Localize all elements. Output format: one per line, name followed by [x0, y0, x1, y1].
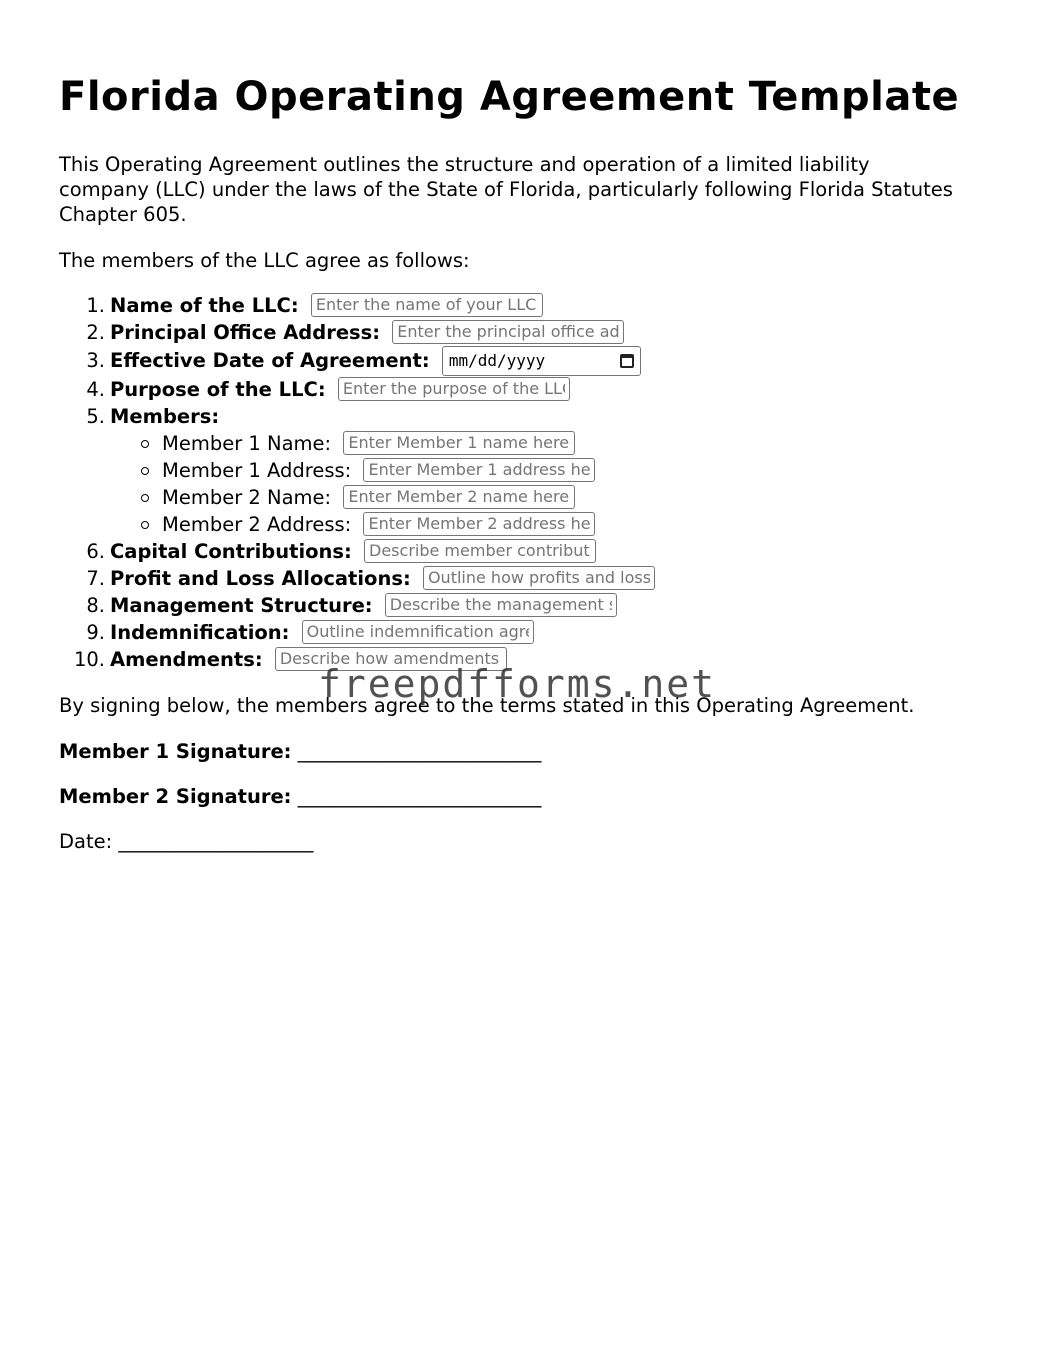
calendar-icon[interactable]: [620, 354, 634, 368]
purpose-input[interactable]: [338, 377, 570, 401]
term-label: Profit and Loss Allocations:: [110, 567, 411, 590]
term-label: Capital Contributions:: [110, 540, 352, 563]
term-item-members: 5. Members: Member 1 Name: Enter Member 1 name here Member 1 Address: Enter Member 1 address here Member 2 Name: Enter Member 2 name here Member 2 Address: Enter Member 2 address here: [59, 403, 655, 538]
management-structure-input[interactable]: [385, 593, 617, 617]
member-item: Member 1 Name: Enter Member 1 name here: [59, 430, 655, 457]
term-label: Name of the LLC:: [110, 294, 299, 317]
date-line: ____________________: [118, 830, 314, 853]
term-item-name: 1. Name of the LLC: Enter the name of your LLC: [59, 292, 655, 319]
date-row: Date: ____________________: [59, 830, 314, 853]
member-item: Member 2 Address: Enter Member 2 address here: [59, 511, 655, 538]
bullet-icon: [141, 440, 149, 448]
term-label: Effective Date of Agreement:: [110, 349, 430, 372]
bullet-icon: [141, 521, 149, 529]
signature-line: _________________________: [297, 785, 542, 808]
date-placeholder: mm/dd/yyyy: [448, 350, 546, 370]
capital-contributions-input[interactable]: [364, 539, 596, 563]
member-2-name-input[interactable]: [343, 485, 575, 509]
effective-date-input[interactable]: [442, 346, 641, 376]
term-item-amendments: 10. Amendments: Describe how amendments: [59, 646, 655, 673]
member-1-signature-row: Member 1 Signature: _________________________: [59, 740, 542, 763]
page-title: Florida Operating Agreement Template: [59, 74, 960, 120]
intro-paragraph: This Operating Agreement outlines the structure and operation of a limited liability company (LLC) under the laws of the State of Florida, particularly following Florida Statutes Chapter 605.: [59, 153, 953, 226]
signature-line: _________________________: [297, 740, 542, 763]
member-1-address-input[interactable]: [363, 458, 595, 482]
term-label: Principal Office Address:: [110, 321, 381, 344]
term-item-date: 3. Effective Date of Agreement: mm/dd/yyyy: [59, 346, 655, 376]
terms-list: [59, 292, 655, 673]
term-item-address: 2. Principal Office Address: Enter the principal office address: [59, 319, 655, 346]
term-label: Members:: [110, 405, 220, 428]
term-item-indemnification: 9. Indemnification: Outline indemnification agreements: [59, 619, 655, 646]
member-2-address-input[interactable]: [363, 512, 595, 536]
term-label: Indemnification:: [110, 621, 290, 644]
term-label: Purpose of the LLC:: [110, 378, 326, 401]
indemnification-input[interactable]: [302, 620, 534, 644]
members-list: [59, 430, 655, 538]
member-item: Member 1 Address: Enter Member 1 address here: [59, 457, 655, 484]
term-label: Management Structure:: [110, 594, 373, 617]
profit-loss-input[interactable]: [423, 566, 655, 590]
agree-line: The members of the LLC agree as follows:: [59, 249, 470, 272]
term-label: Amendments:: [110, 648, 263, 671]
llc-name-input[interactable]: [311, 293, 543, 317]
member-2-signature-row: Member 2 Signature: _________________________: [59, 785, 542, 808]
principal-office-input[interactable]: [392, 320, 624, 344]
bullet-icon: [141, 467, 149, 475]
term-item-profit: 7. Profit and Loss Allocations: Outline how profits and losses: [59, 565, 655, 592]
watermark: freepdfforms.net: [318, 662, 717, 706]
member-1-name-input[interactable]: [343, 431, 575, 455]
bullet-icon: [141, 494, 149, 502]
term-item-purpose: 4. Purpose of the LLC: Enter the purpose of the LLC: [59, 376, 655, 403]
closing-statement: By signing below, the members agree to the terms stated in this Operating Agreement.: [59, 694, 915, 717]
term-item-capital: 6. Capital Contributions: Describe member contributions: [59, 538, 655, 565]
term-item-management: 8. Management Structure: Describe the management structure: [59, 592, 655, 619]
member-item: Member 2 Name: Enter Member 2 name here: [59, 484, 655, 511]
